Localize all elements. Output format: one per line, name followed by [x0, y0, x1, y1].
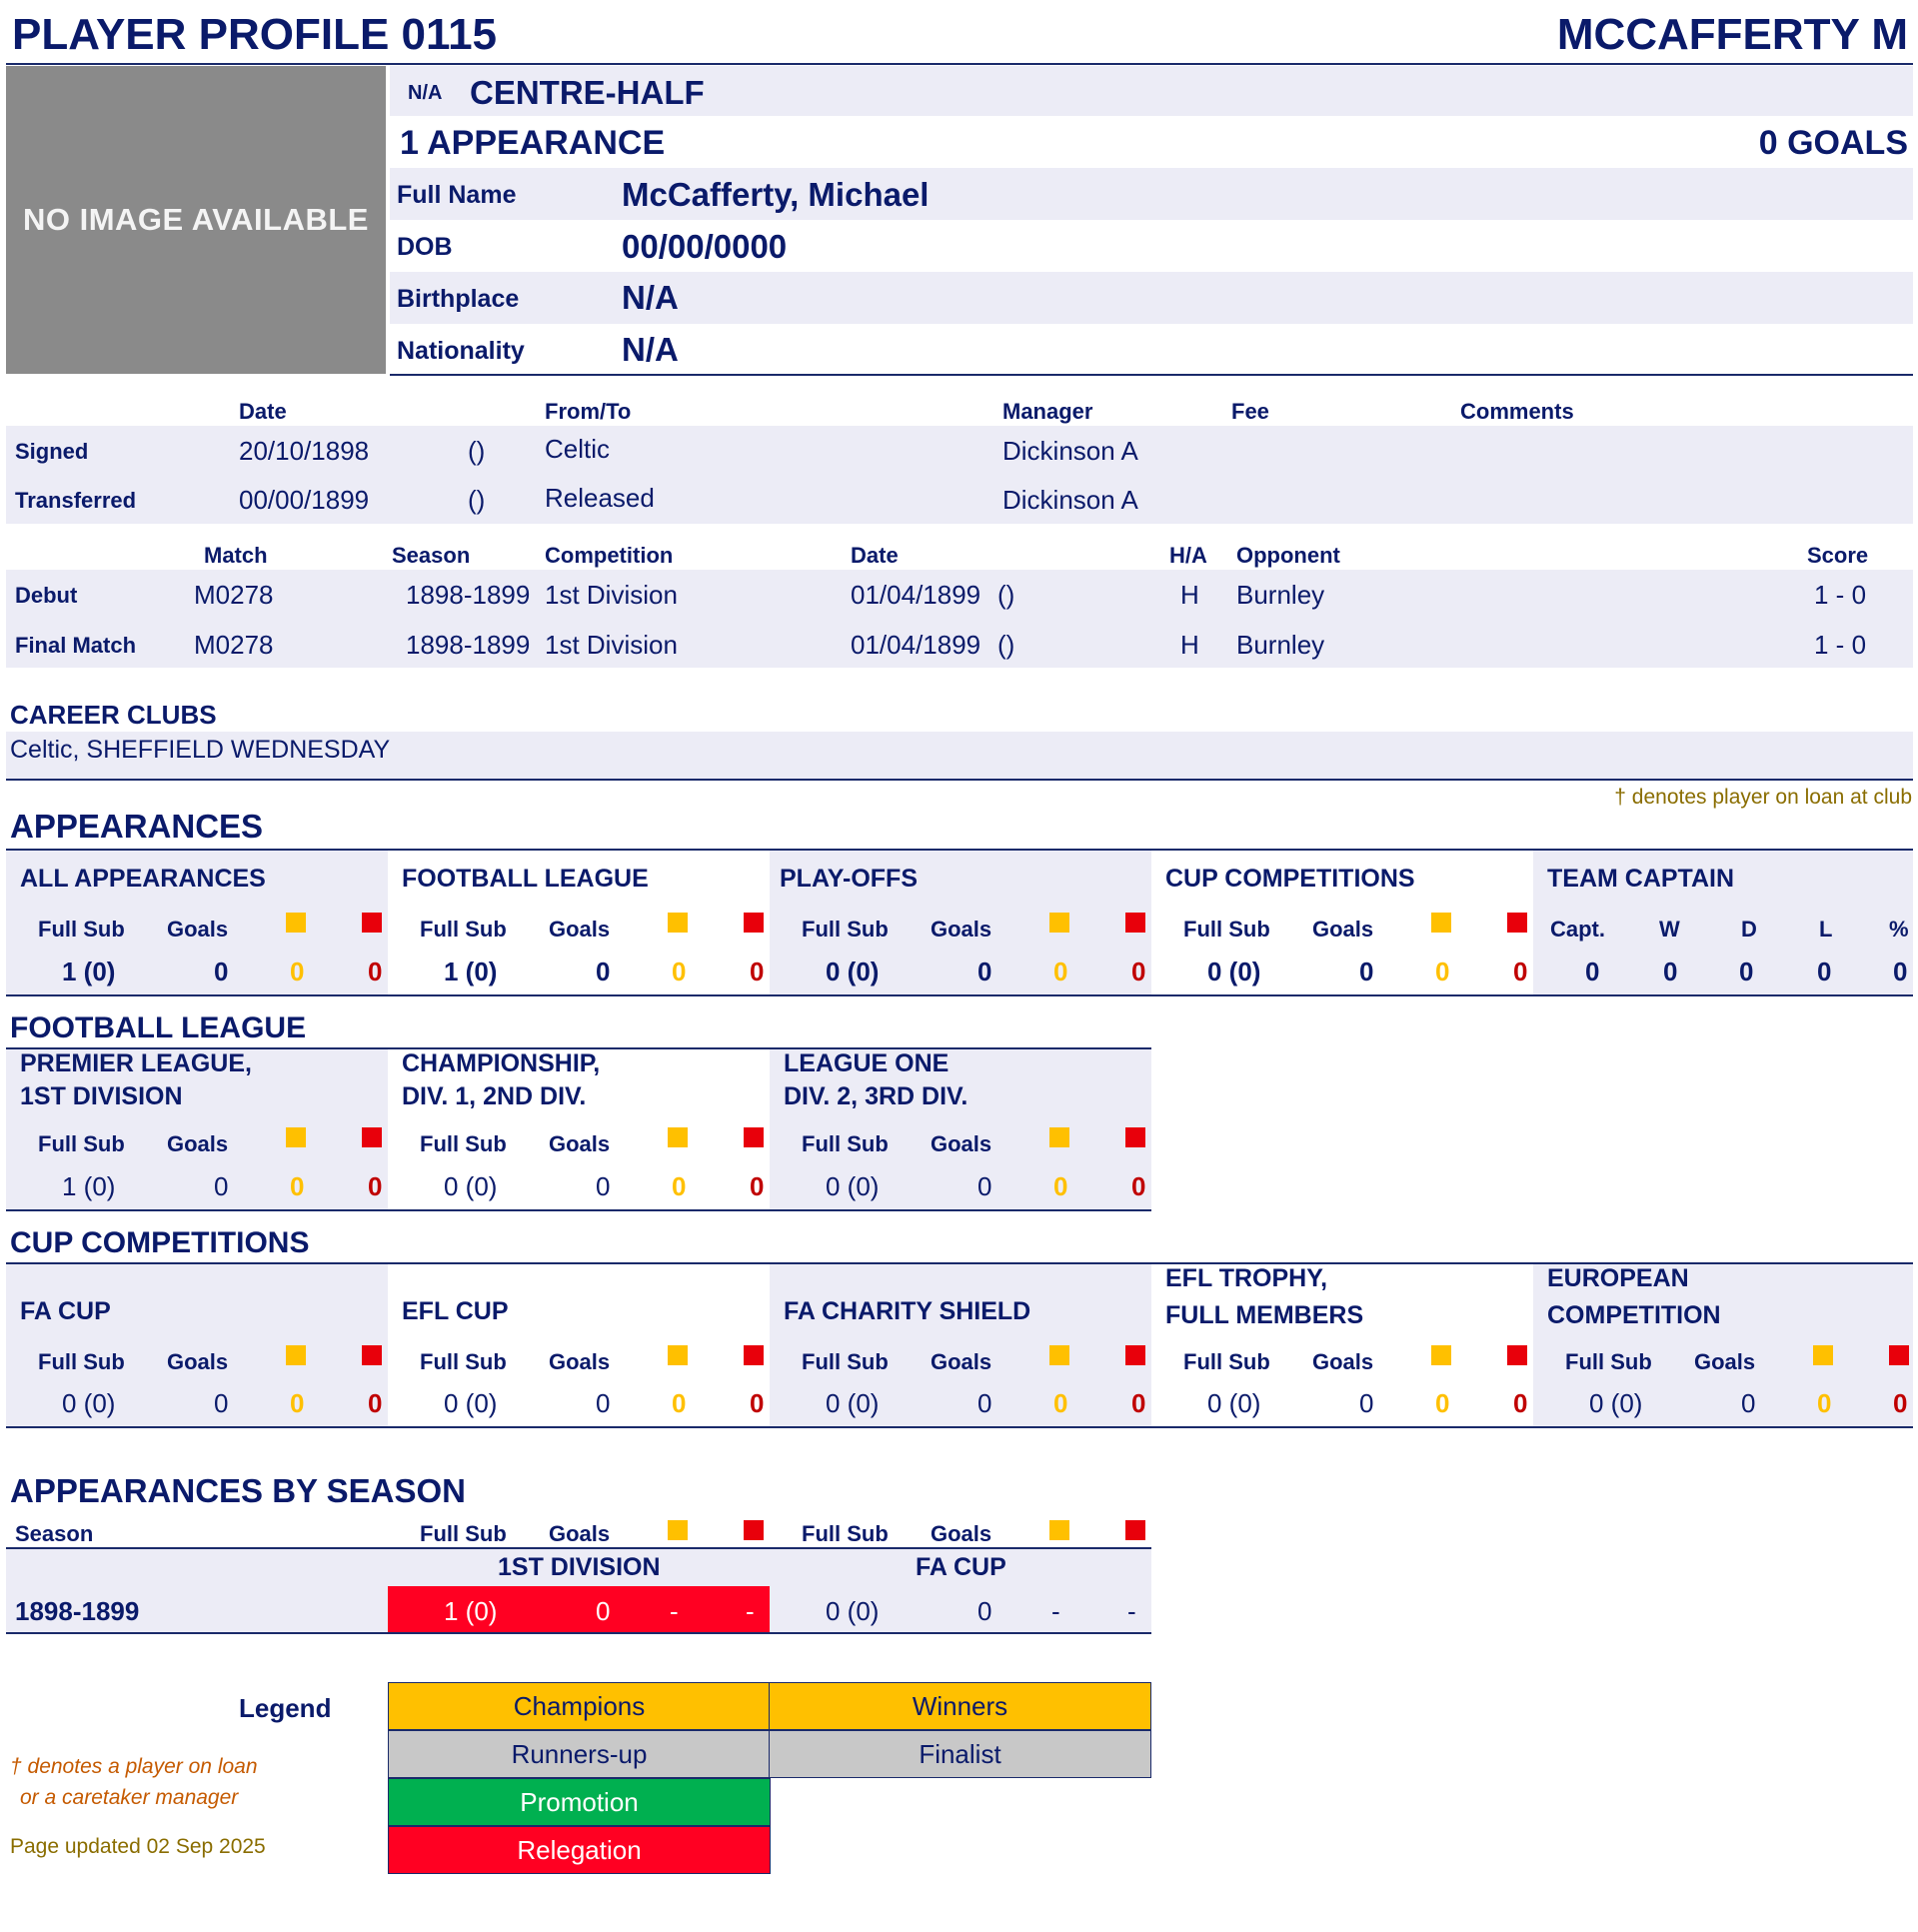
transfers-header-manager: Manager	[1002, 399, 1093, 424]
stat-block-championship	[388, 1049, 770, 1209]
match-id: M0278	[194, 580, 274, 610]
full-sub-value: 0 (0)	[62, 1388, 116, 1418]
red-card-icon	[744, 1345, 764, 1365]
block-title: FOOTBALL LEAGUE	[402, 865, 649, 893]
yellow-value: 0	[1435, 1388, 1450, 1418]
col-goals: Goals	[549, 917, 611, 942]
col-full-sub: Full Sub	[1565, 1349, 1652, 1374]
red-value: 0	[368, 957, 383, 986]
goal-count: 0 GOALS	[1758, 124, 1908, 162]
col-full-sub: Full Sub	[38, 917, 125, 942]
red-value: 0	[750, 957, 765, 986]
legend-promotion: Promotion	[388, 1778, 771, 1826]
col-full-sub: Full Sub	[802, 1521, 889, 1546]
match-opponent: Burnley	[1236, 580, 1325, 610]
transfers-header-from-to: From/To	[545, 399, 632, 424]
by-season-bottom-rule	[6, 1632, 1151, 1634]
red-card-icon	[362, 1127, 382, 1147]
col-full-sub: Full Sub	[38, 1131, 125, 1156]
position: CENTRE-HALF	[470, 74, 705, 111]
transfers-header-comments: Comments	[1460, 399, 1574, 424]
by-season-title: APPEARANCES BY SEASON	[10, 1472, 466, 1509]
red-card-icon	[744, 1520, 764, 1540]
captain-header: W	[1659, 917, 1680, 942]
bio-value: McCafferty, Michael	[622, 176, 930, 213]
red-value: 0	[1131, 957, 1146, 986]
bio-value: N/A	[622, 279, 679, 316]
captain-header: %	[1889, 917, 1909, 942]
goals-value: 0	[596, 957, 611, 986]
matches-header-season: Season	[392, 543, 471, 568]
block-title-line2: EFL CUP	[402, 1297, 509, 1325]
goals-value: 0	[1741, 1388, 1756, 1418]
match-competition: 1st Division	[545, 630, 678, 660]
goals-value: 0	[977, 1171, 992, 1201]
match-id: M0278	[194, 630, 274, 660]
matches-header-date: Date	[851, 543, 899, 568]
season-full-sub: 1 (0)	[444, 1596, 498, 1626]
block-title-line2: DIV. 2, 3RD DIV.	[784, 1082, 968, 1110]
captain-header: D	[1741, 917, 1757, 942]
yellow-card-icon	[1049, 913, 1069, 933]
full-sub-value: 0 (0)	[1589, 1388, 1643, 1418]
stat-block-team-captain	[1533, 851, 1913, 996]
season-yellow: -	[1051, 1596, 1060, 1626]
full-sub-value: 0 (0)	[444, 1388, 498, 1418]
match-season: 1898-1899	[406, 630, 531, 660]
stat-block-fa-charity-shield	[770, 1264, 1151, 1426]
goals-value: 0	[214, 957, 229, 986]
yellow-value: 0	[672, 1171, 687, 1201]
red-card-icon	[1125, 1345, 1145, 1365]
legend-runners-up: Runners-up	[388, 1730, 771, 1778]
legend-champions: Champions	[388, 1682, 771, 1730]
col-goals: Goals	[1312, 1349, 1374, 1374]
block-title-line2: COMPETITION	[1547, 1301, 1721, 1329]
yellow-value: 0	[290, 957, 305, 986]
page-updated: Page updated 02 Sep 2025	[10, 1835, 266, 1858]
red-card-icon	[362, 913, 382, 933]
block-title-line2: DIV. 1, 2ND DIV.	[402, 1082, 587, 1110]
page-title: PLAYER PROFILE 0115	[12, 10, 498, 59]
full-sub-value: 0 (0)	[826, 1388, 880, 1418]
yellow-value: 0	[1053, 1171, 1068, 1201]
red-card-icon	[1125, 1520, 1145, 1540]
block-title: ALL APPEARANCES	[20, 865, 266, 893]
transfer-manager: Dickinson A	[1002, 485, 1138, 515]
transfer-label: Signed	[15, 439, 89, 464]
captain-value: 0	[1585, 957, 1600, 986]
full-sub-value: 0 (0)	[1207, 957, 1261, 986]
red-value: 0	[368, 1171, 383, 1201]
match-score: 1 - 0	[1814, 580, 1867, 610]
red-card-icon	[744, 1127, 764, 1147]
loan-note: † denotes player on loan at club	[1614, 786, 1912, 809]
red-card-icon	[744, 913, 764, 933]
matches-header-competition: Competition	[545, 543, 674, 568]
transfer-label: Transferred	[15, 488, 137, 513]
legend-note-line2: or a caretaker manager	[20, 1786, 239, 1809]
yellow-card-icon	[1431, 913, 1451, 933]
match-paren: ()	[997, 580, 1015, 610]
block-title: TEAM CAPTAIN	[1547, 865, 1735, 893]
col-goals: Goals	[1694, 1349, 1756, 1374]
captain-value: 0	[1663, 957, 1678, 986]
player-short-name: MCCAFFERTY M	[1556, 10, 1908, 59]
goals-value: 0	[977, 957, 992, 986]
legend-relegation: Relegation	[388, 1826, 771, 1874]
transfer-date: 20/10/1898	[239, 436, 370, 466]
col-goals: Goals	[167, 1349, 229, 1374]
red-value: 0	[1513, 957, 1528, 986]
block-title-line1: PREMIER LEAGUE,	[20, 1049, 252, 1077]
yellow-value: 0	[1435, 957, 1450, 986]
bio-rule	[390, 374, 1913, 376]
stat-block-efl-trophy	[1151, 1264, 1533, 1426]
captain-value: 0	[1893, 957, 1908, 986]
stat-block-all-appearances	[6, 851, 388, 996]
bio-label: Nationality	[397, 337, 525, 365]
col-full-sub: Full Sub	[802, 1131, 889, 1156]
captain-value: 0	[1817, 957, 1832, 986]
yellow-card-icon	[668, 1345, 688, 1365]
shirt-number: N/A	[408, 82, 443, 104]
transfer-club: Celtic	[545, 434, 611, 464]
col-full-sub: Full Sub	[802, 917, 889, 942]
match-competition: 1st Division	[545, 580, 678, 610]
appearances-title: APPEARANCES	[10, 808, 264, 845]
stat-block-league-one	[770, 1049, 1151, 1209]
yellow-value: 0	[1817, 1388, 1832, 1418]
bio-value: 00/00/0000	[622, 228, 788, 265]
yellow-card-icon	[668, 1520, 688, 1540]
red-value: 0	[750, 1388, 765, 1418]
matches-header-score: Score	[1807, 543, 1869, 568]
legend-winners: Winners	[769, 1682, 1151, 1730]
captain-header: Capt.	[1550, 917, 1605, 942]
col-full-sub: Full Sub	[38, 1349, 125, 1374]
block-title: CUP COMPETITIONS	[1165, 865, 1415, 893]
career-clubs-list: Celtic, SHEFFIELD WEDNESDAY	[10, 736, 391, 764]
yellow-card-icon	[1049, 1127, 1069, 1147]
bio-value: N/A	[622, 331, 679, 368]
block-title-line1: EUROPEAN	[1547, 1264, 1689, 1292]
yellow-card-icon	[1431, 1345, 1451, 1365]
cups-bottom-rule	[6, 1426, 1913, 1428]
red-value: 0	[1513, 1388, 1528, 1418]
match-paren: ()	[997, 630, 1015, 660]
season-full-sub: 0 (0)	[826, 1596, 880, 1626]
full-sub-value: 1 (0)	[62, 957, 116, 986]
season-goals: 0	[977, 1596, 992, 1626]
season-yellow: -	[670, 1596, 679, 1626]
full-sub-value: 1 (0)	[444, 957, 498, 986]
col-full-sub: Full Sub	[420, 1349, 507, 1374]
match-label: Final Match	[15, 633, 137, 658]
block-title-line2: FULL MEMBERS	[1165, 1301, 1364, 1329]
comp-name: 1ST DIVISION	[498, 1553, 661, 1581]
stat-block-european-competition	[1533, 1264, 1913, 1426]
legend-note-line1: † denotes a player on loan	[10, 1755, 258, 1778]
stat-block-premier-league	[6, 1049, 388, 1209]
goals-value: 0	[977, 1388, 992, 1418]
col-full-sub: Full Sub	[420, 1521, 507, 1546]
matches-header-match: Match	[204, 543, 268, 568]
yellow-value: 0	[1053, 1388, 1068, 1418]
bio-row-shade	[390, 168, 1913, 220]
match-score: 1 - 0	[1814, 630, 1867, 660]
full-sub-value: 0 (0)	[444, 1171, 498, 1201]
goals-value: 0	[596, 1171, 611, 1201]
match-date: 01/04/1899	[851, 580, 981, 610]
bio-label: Full Name	[397, 181, 517, 209]
full-sub-value: 0 (0)	[826, 957, 880, 986]
match-ha: H	[1180, 580, 1199, 610]
col-goals: Goals	[931, 1349, 992, 1374]
red-card-icon	[362, 1345, 382, 1365]
goals-value: 0	[1359, 1388, 1374, 1418]
stat-block-fa-cup	[6, 1264, 388, 1426]
red-value: 0	[1893, 1388, 1908, 1418]
yellow-card-icon	[286, 1345, 306, 1365]
yellow-value: 0	[290, 1171, 305, 1201]
red-card-icon	[1125, 913, 1145, 933]
legend-title: Legend	[239, 1693, 332, 1723]
col-full-sub: Full Sub	[1183, 917, 1270, 942]
col-goals: Goals	[931, 1131, 992, 1156]
red-card-icon	[1507, 1345, 1527, 1365]
match-opponent: Burnley	[1236, 630, 1325, 660]
col-goals: Goals	[167, 1131, 229, 1156]
col-goals: Goals	[931, 917, 992, 942]
match-ha: H	[1180, 630, 1199, 660]
col-goals: Goals	[549, 1521, 611, 1546]
transfer-paren: ()	[468, 485, 486, 515]
red-value: 0	[1131, 1388, 1146, 1418]
cups-section-title: CUP COMPETITIONS	[10, 1226, 310, 1259]
yellow-value: 0	[290, 1388, 305, 1418]
block-title-line2: FA CHARITY SHIELD	[784, 1297, 1031, 1325]
appearance-count: 1 APPEARANCE	[400, 124, 666, 162]
match-label: Debut	[15, 583, 78, 608]
col-goals: Goals	[931, 1521, 992, 1546]
season-col-label: Season	[15, 1521, 94, 1546]
block-title: PLAY-OFFS	[780, 865, 918, 893]
block-title-line1: EFL TROPHY,	[1165, 1264, 1328, 1292]
yellow-card-icon	[1049, 1520, 1069, 1540]
full-sub-value: 1 (0)	[62, 1171, 116, 1201]
comp-name: FA CUP	[916, 1553, 1006, 1581]
block-title-line1: CHAMPIONSHIP,	[402, 1049, 601, 1077]
stat-block-cup-competitions	[1151, 851, 1533, 996]
block-title-line2: FA CUP	[20, 1297, 111, 1325]
yellow-card-icon	[668, 1127, 688, 1147]
red-card-icon	[1889, 1345, 1909, 1365]
stat-block-efl-cup	[388, 1264, 770, 1426]
block-title-line1: LEAGUE ONE	[784, 1049, 950, 1077]
col-goals: Goals	[549, 1349, 611, 1374]
season-red: -	[1127, 1596, 1136, 1626]
transfer-paren: ()	[468, 436, 486, 466]
col-full-sub: Full Sub	[1183, 1349, 1270, 1374]
red-card-icon	[1507, 913, 1527, 933]
yellow-card-icon	[286, 1127, 306, 1147]
col-goals: Goals	[167, 917, 229, 942]
player-photo-placeholder	[6, 66, 386, 374]
yellow-value: 0	[672, 1388, 687, 1418]
transfer-date: 00/00/1899	[239, 485, 370, 515]
col-full-sub: Full Sub	[802, 1349, 889, 1374]
career-rule	[6, 779, 1913, 781]
goals-value: 0	[1359, 957, 1374, 986]
matches-header-ha: H/A	[1169, 543, 1207, 568]
yellow-card-icon	[1049, 1345, 1069, 1365]
matches-header-opponent: Opponent	[1236, 543, 1340, 568]
transfer-club: Released	[545, 483, 655, 513]
red-value: 0	[1131, 1171, 1146, 1201]
goals-value: 0	[214, 1171, 229, 1201]
yellow-card-icon	[1813, 1345, 1833, 1365]
season-value: 1898-1899	[15, 1596, 140, 1626]
yellow-value: 0	[672, 957, 687, 986]
yellow-value: 0	[1053, 957, 1068, 986]
stat-block-play-offs	[770, 851, 1151, 996]
bio-row-shade	[390, 272, 1913, 324]
goals-value: 0	[596, 1388, 611, 1418]
bio-label: Birthplace	[397, 285, 520, 313]
yellow-card-icon	[668, 913, 688, 933]
col-full-sub: Full Sub	[420, 1131, 507, 1156]
captain-header: L	[1819, 917, 1833, 942]
full-sub-value: 0 (0)	[826, 1171, 880, 1201]
header-rule	[6, 63, 1913, 65]
bio-label: DOB	[397, 233, 453, 261]
match-date: 01/04/1899	[851, 630, 981, 660]
block-title-line2: 1ST DIVISION	[20, 1082, 183, 1110]
transfers-header-date: Date	[239, 399, 287, 424]
match-season: 1898-1899	[406, 580, 531, 610]
stat-block-football-league	[388, 851, 770, 996]
red-card-icon	[1125, 1127, 1145, 1147]
legend-finalist: Finalist	[769, 1730, 1151, 1778]
full-sub-value: 0 (0)	[1207, 1388, 1261, 1418]
red-value: 0	[368, 1388, 383, 1418]
season-red: -	[746, 1596, 755, 1626]
goals-value: 0	[214, 1388, 229, 1418]
col-goals: Goals	[1312, 917, 1374, 942]
transfer-manager: Dickinson A	[1002, 436, 1138, 466]
no-image-text: NO IMAGE AVAILABLE	[23, 202, 369, 237]
league-bottom-rule	[6, 1209, 1151, 1211]
yellow-card-icon	[286, 913, 306, 933]
season-goals: 0	[596, 1596, 611, 1626]
captain-value: 0	[1739, 957, 1754, 986]
transfers-header-fee: Fee	[1231, 399, 1269, 424]
col-full-sub: Full Sub	[420, 917, 507, 942]
league-section-title: FOOTBALL LEAGUE	[10, 1011, 307, 1044]
col-goals: Goals	[549, 1131, 611, 1156]
career-clubs-title: CAREER CLUBS	[10, 700, 217, 730]
red-value: 0	[750, 1171, 765, 1201]
